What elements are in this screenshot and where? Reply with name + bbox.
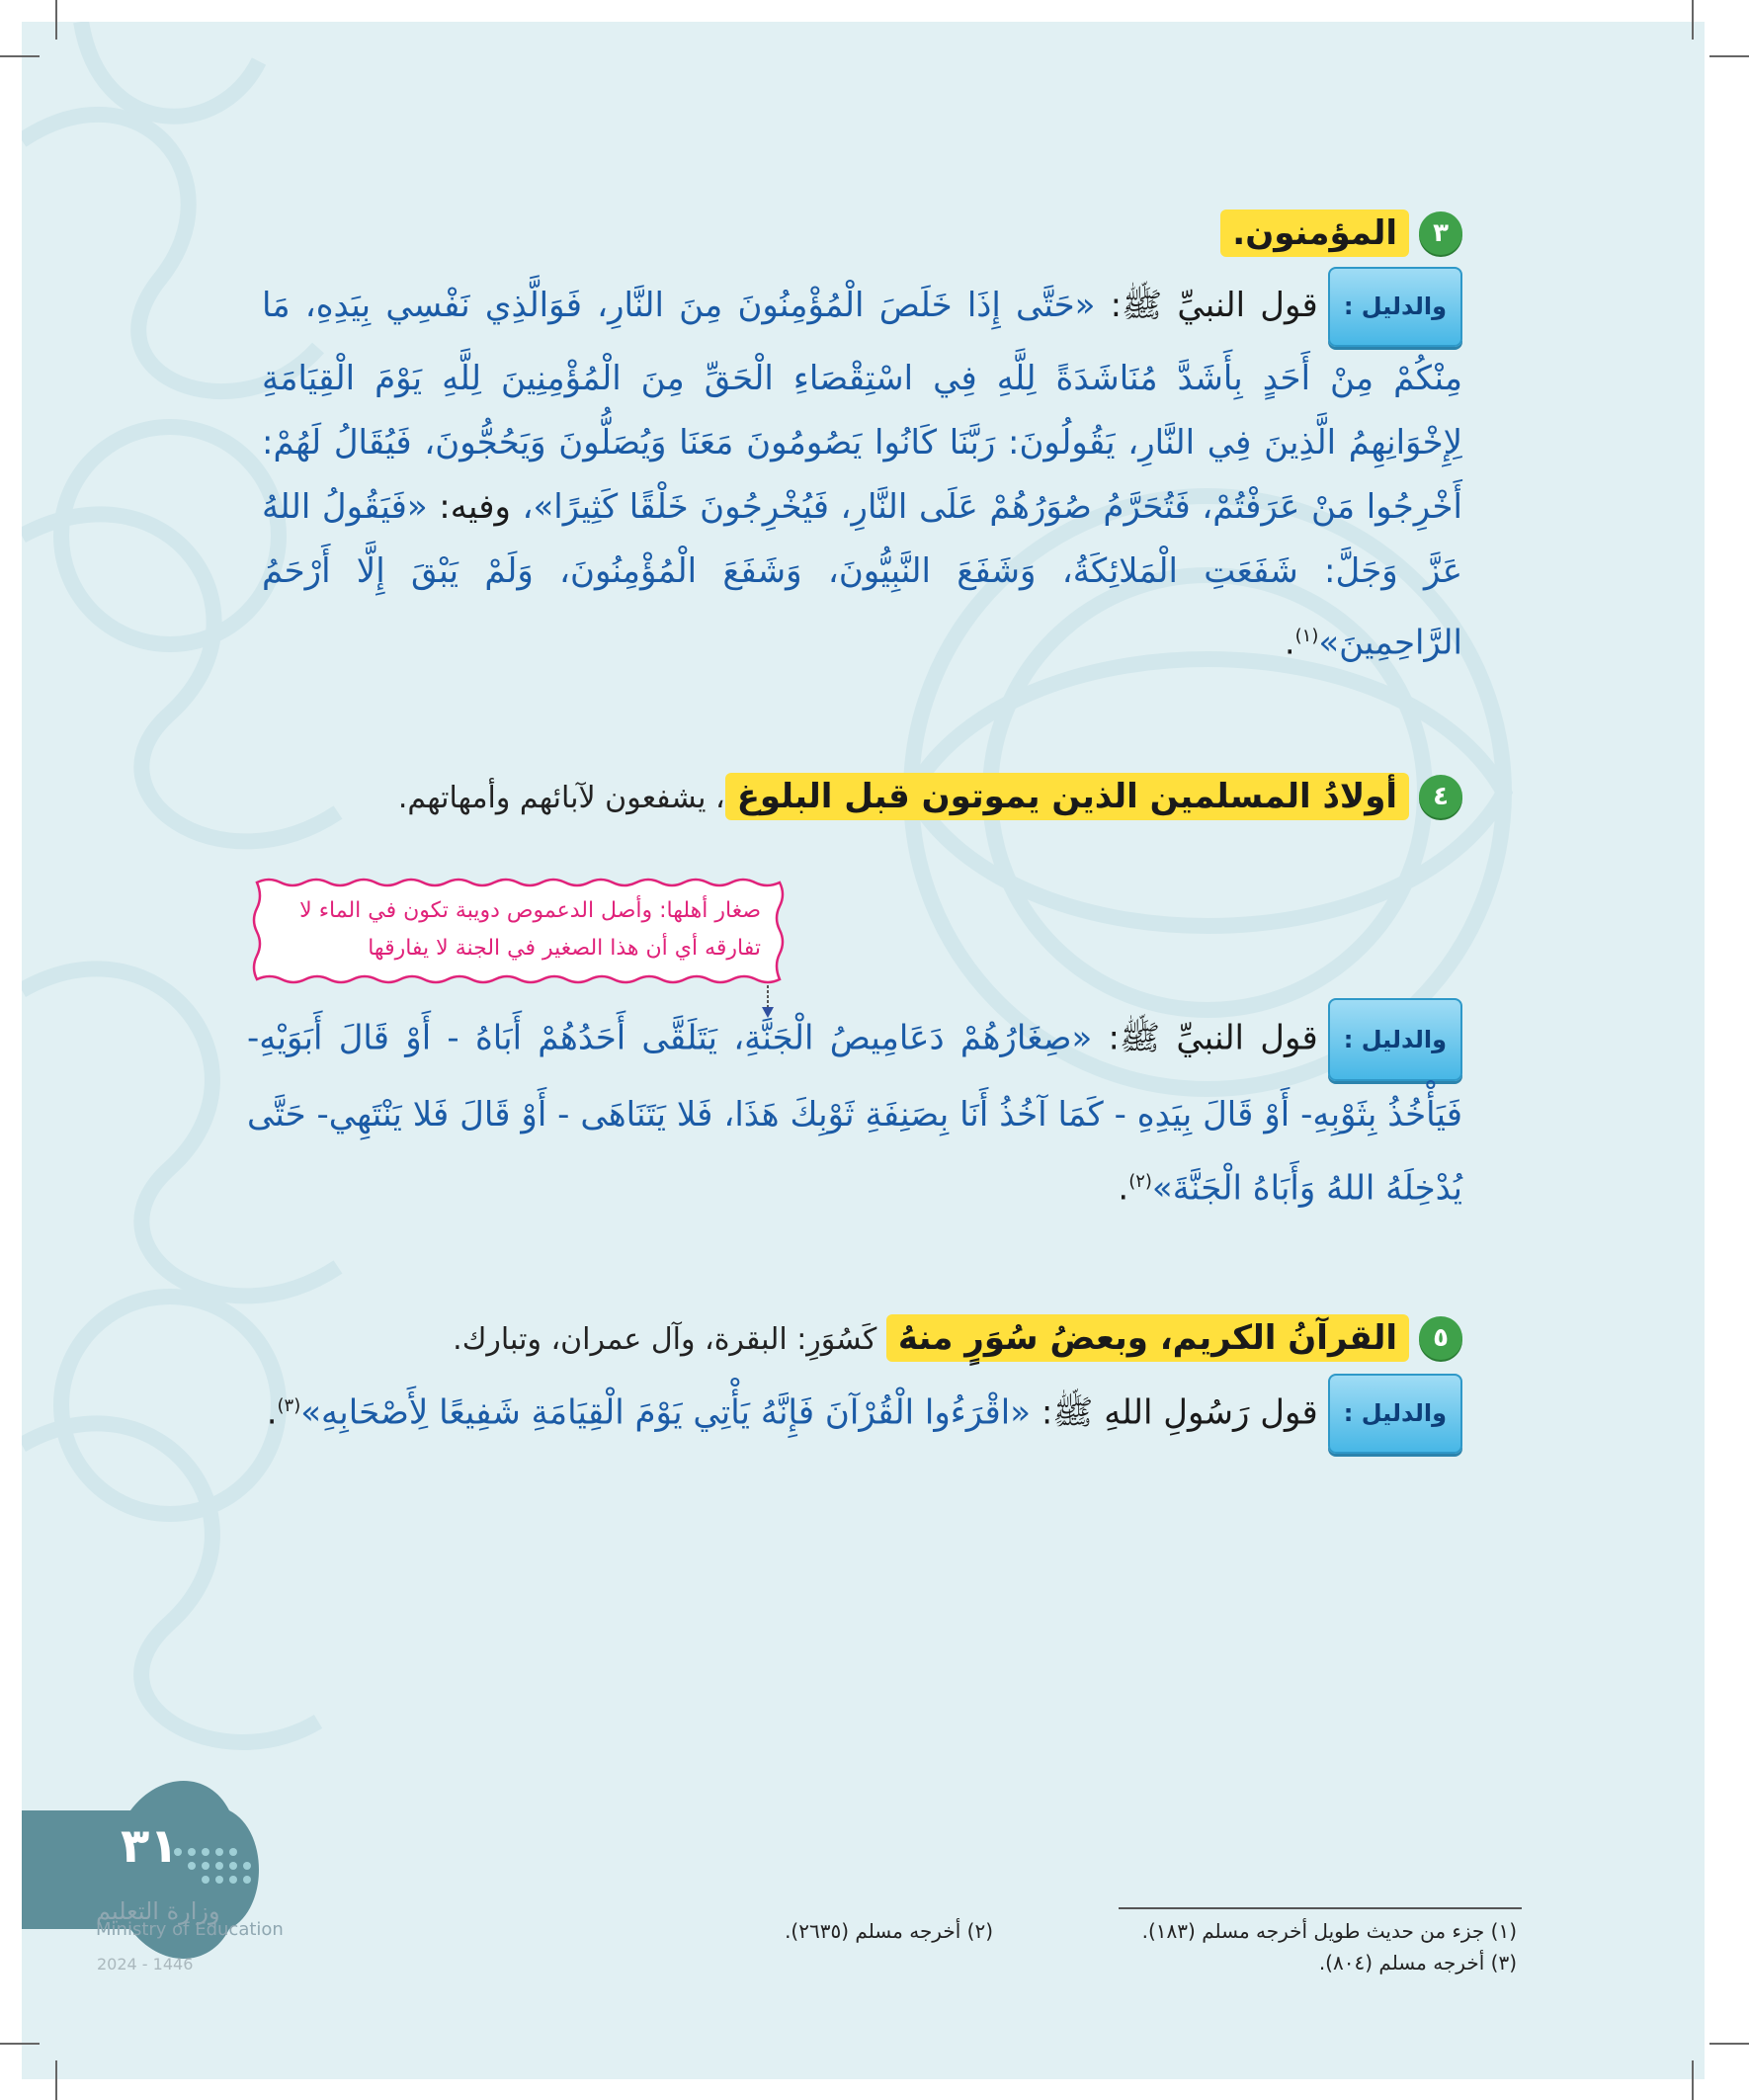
evidence-badge: والدليل : [1328, 998, 1462, 1081]
page-number: ٣١ [121, 1818, 179, 1874]
evidence-paragraph [247, 998, 1462, 1221]
evidence-badge: والدليل : [1328, 1374, 1462, 1454]
section-muslim-children-evidence [247, 998, 1462, 1221]
evidence-paragraph [262, 267, 1462, 675]
evidence-intro: قول النبيِّ ﷺ: [1095, 286, 1318, 325]
section-title: المؤمنون. [1220, 210, 1409, 257]
edition-year: 2024 - 1446 [97, 1955, 194, 1974]
section-header [262, 210, 1462, 257]
section-number-badge: ٥ [1419, 1316, 1462, 1360]
section-title: أولادُ المسلمين الذين يموتون قبل البلوغ [725, 773, 1409, 820]
evidence-intro: قول رَسُولِ اللهِ ﷺ: [1031, 1392, 1318, 1433]
section-number-badge: ٤ [1419, 775, 1462, 818]
hadith-text-2: «فَيَقُولُ اللهُ عَزَّ وَجَلَّ: شَفَعَتِ الْمَلائِكَةُ، وَشَفَعَ النَّبِيُّونَ، وَشَفَعَ الْمُؤْمِنُونَ، وَلَمْ يَبْقَ إِلَّا أَرْحَمُ الرَّاحِمِينَ» [262, 487, 1462, 663]
footnote-ref: (٢) [1128, 1171, 1152, 1192]
hadith-text: «صِغَارُهُمْ دَعَامِيصُ الْجَنَّةِ، يَتَلَقَّى أَحَدُهُمْ أَبَاهُ - أَوْ قَالَ أَبَوَيْهِ- فَيَأْخُذُ بِثَوْبِهِ- أَوْ قَالَ بِيَدِهِ - كَمَا آخُذُ أَنَا بِصَنِفَةِ ثَوْبِكَ هَذَا، فَلا يَتَنَاهَى - أَوْ قَالَ فَلا يَنْتَهِي- حَتَّى يُدْخِلَهُ اللهُ وَأَبَاهُ الْجَنَّةَ» [247, 1018, 1462, 1209]
sentence-end: . [1284, 623, 1295, 663]
vocabulary-note-text: صغار أهلها: وأصل الدعموص دويبة تكون في الماء لا تفارقه أي أن هذا الصغير في الجنة لا يفارقها [299, 898, 761, 961]
page [22, 22, 1705, 2079]
section-header [262, 1316, 1462, 1360]
hadith-text: «حَتَّى إِذَا خَلَصَ الْمُؤْمِنُونَ مِنَ النَّارِ، فَوَالَّذِي نَفْسِي بِيَدِهِ، مَا مِنْكُمْ مِنْ أَحَدٍ بِأَشَدَّ مُنَاشَدَةً لِلَّهِ فِي اسْتِقْصَاءِ الْحَقِّ مِنَ الْمُؤْمِنِينَ لِلَّهِ يَوْمَ الْقِيَامَةِ لِإِخْوَانِهِمُ الَّذِينَ فِي النَّارِ، يَقُولُونَ: رَبَّنَا كَانُوا يَصُومُونَ مَعَنَا وَيُصَلُّونَ وَيَحُجُّونَ، فَيُقَالُ لَهُمْ: أَخْرِجُوا مَنْ عَرَفْتُمْ، فَتُحَرَّمُ صُوَرُهُمْ عَلَى النَّارِ، فَيُخْرِجُونَ خَلْقًا كَثِيرًا»، [262, 286, 1462, 527]
hadith-connector: وفيه: [427, 487, 511, 527]
section-muslim-children [262, 775, 1462, 818]
crop-mark [1692, 2060, 1694, 2100]
ministry-logo-arabic: وزارة التعليم [96, 1897, 220, 1925]
crop-mark [0, 55, 40, 57]
crop-mark [0, 2043, 40, 2045]
footnote-divider [1119, 1907, 1522, 1909]
section-header [262, 775, 1462, 818]
section-believers [262, 210, 1462, 675]
footnote-ref: (١) [1294, 626, 1319, 646]
sentence-end: . [266, 1392, 278, 1433]
crop-mark [55, 0, 57, 40]
ministry-logo-english: Ministry of Education [96, 1919, 284, 1940]
crop-mark [1692, 0, 1694, 40]
footnote-2: (٢) أخرجه مسلم (٢٦٣٥). [785, 1919, 993, 1943]
sentence-end: . [1118, 1168, 1129, 1209]
footnote-3: (٣) أخرجه مسلم (٨٠٤). [1318, 1951, 1517, 1974]
crop-mark [1709, 55, 1749, 57]
crop-mark [55, 2060, 57, 2100]
evidence-badge: والدليل : [1328, 267, 1462, 347]
section-subtitle: كَسُوَرِ: البقرة، وآل عمران، وتبارك. [453, 1322, 886, 1357]
footnote-ref: (٣) [277, 1395, 301, 1416]
section-quran [262, 1316, 1462, 1454]
evidence-intro: قول النبيِّ ﷺ: [1092, 1018, 1318, 1058]
footnote-1: (١) جزء من حديث طويل أخرجه مسلم (١٨٣). [1141, 1919, 1517, 1943]
hadith-text: «اقْرَءُوا الْقُرْآنَ فَإِنَّهُ يَأْتِي يَوْمَ الْقِيَامَةِ شَفِيعًا لِأَصْحَابِهِ» [300, 1392, 1032, 1433]
section-subtitle: ، يشفعون لآبائهم وأمهاتهم. [397, 781, 725, 815]
section-title: القرآنُ الكريم، وبعضُ سُوَرٍ منهُ [886, 1314, 1409, 1362]
section-number-badge: ٣ [1419, 211, 1462, 255]
crop-mark [1709, 2043, 1749, 2045]
evidence-paragraph [262, 1374, 1462, 1454]
